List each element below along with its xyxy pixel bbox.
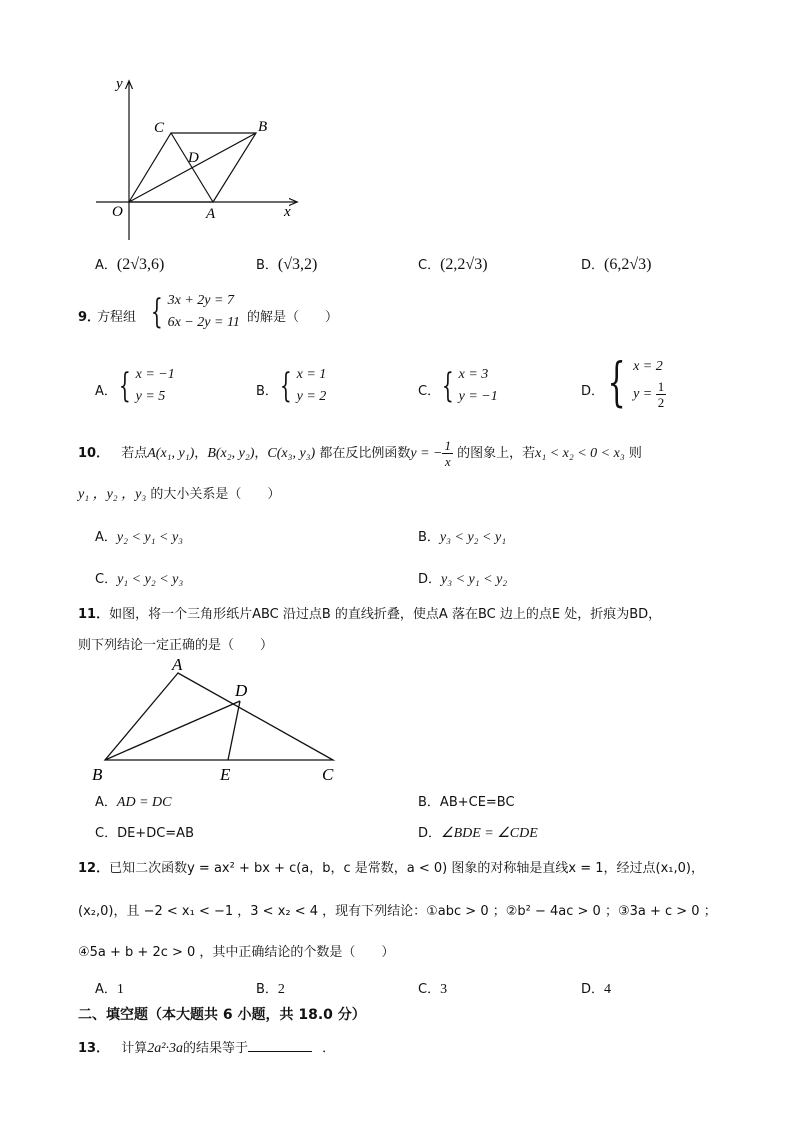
q11-line1: 11．如图，将一个三角形纸片ABC 沿过点B 的直线折叠，使点A 落在BC 边上的点E 处，折痕为BD，	[78, 607, 662, 622]
q11-option-c[interactable]: C．DE+DC=AB	[95, 826, 194, 841]
q10-option-b[interactable]: B．y₃ < y₂ < y₁	[418, 530, 507, 545]
q9-option-a[interactable]: { x = −1 y = 5	[118, 366, 175, 406]
segment-de	[228, 701, 240, 760]
q12-line1: 12．已知二次函数y = ax² + bx + c(a，b，c 是常数，a < 0) 图象的对称轴是直线x = 1，经过点(x₁,0)，	[78, 861, 704, 876]
q9-number: 9．	[78, 310, 101, 325]
q9-option-c-label[interactable]: C．	[418, 384, 441, 399]
q9-suffix: 的解是（ ）	[247, 310, 339, 325]
q8-option-a[interactable]: A．(2√3,6)	[95, 256, 165, 273]
q12-option-b[interactable]: B．2	[256, 982, 285, 997]
triangle-abc	[105, 673, 333, 760]
q12-line2: (x₂,0)，且 −2 < x₁ < −1 ，3 < x₂ < 4 ，现有下列结论：①abc > 0 ；②b² − 4ac > 0 ；③3a + c > 0 ；	[78, 904, 717, 919]
q11-option-b[interactable]: B．AB+CE=BC	[418, 795, 515, 810]
q8-option-c[interactable]: C．(2,2√3)	[418, 256, 488, 273]
q12-line3: ④5a + b + 2c > 0 ，其中正确结论的个数是（ ）	[78, 945, 395, 960]
q9-option-a-label[interactable]: A．	[95, 384, 117, 399]
q9-option-b-label[interactable]: B．	[256, 384, 278, 399]
q11-option-d[interactable]: D．∠BDE = ∠CDE	[418, 826, 538, 841]
q10-option-a[interactable]: A．y₂ < y₁ < y₃	[95, 530, 184, 545]
q8-option-b[interactable]: B．(√3,2)	[256, 256, 318, 273]
q11-option-a[interactable]: A．AD = DC	[95, 795, 172, 810]
q10-option-d[interactable]: D．y₃ < y₁ < y₂	[418, 572, 508, 587]
answer-blank[interactable]	[248, 1039, 312, 1052]
q10-line1: 10． 若点A(x₁, y₁)，B(x₂, y₂)，C(x₃, y₃) 都在反比例函数y = − $\frac{1}{x}$ 的图象上，若x₁ < x₂ < 0 < x₃ 则	[78, 438, 642, 469]
q8-option-d[interactable]: D．(6,2√3)	[581, 256, 652, 273]
q12-option-d[interactable]: D．4	[581, 982, 612, 997]
label-b: B	[92, 765, 103, 784]
label-x: x	[284, 204, 291, 220]
q9-equation-system: { 3x + 2y = 7 6x − 2y = 11	[150, 292, 240, 332]
label-e: E	[220, 765, 231, 784]
q9-prefix: 方程组	[97, 310, 137, 325]
q9-option-b[interactable]: { x = 1 y = 2	[279, 366, 327, 406]
q11-line2: 则下列结论一定正确的是（ ）	[78, 638, 274, 653]
label-o: O	[112, 204, 123, 220]
label-d: D	[235, 681, 248, 700]
label-d: D	[188, 150, 199, 166]
diagonal-ca	[171, 133, 213, 202]
q9-option-d[interactable]: { x = 2 y = $\frac{1}{2}$	[607, 352, 665, 413]
triangle-figure	[88, 654, 348, 790]
q13-line: 13． 计算2a²·3a的结果等于 ．	[78, 1041, 336, 1056]
q12-option-a[interactable]: A．1	[95, 982, 124, 997]
label-a: A	[206, 206, 216, 222]
label-y: y	[116, 76, 123, 92]
label-a: A	[172, 655, 183, 674]
q10-line2: y₁ ，y₂ ，y₃ 的大小关系是（ ）	[78, 487, 281, 502]
q9-option-d-label[interactable]: D．	[581, 384, 605, 399]
q10-option-c[interactable]: C．y₁ < y₂ < y₃	[95, 572, 184, 587]
coordinate-figure	[96, 70, 316, 250]
label-c: C	[322, 765, 334, 784]
q9-option-c[interactable]: { x = 3 y = −1	[441, 366, 498, 406]
q12-option-c[interactable]: C．3	[418, 982, 448, 997]
section-title: 二、填空题（本大题共 6 小题，共 18.0 分）	[78, 1007, 366, 1023]
fold-line-bd	[105, 701, 240, 760]
label-c: C	[154, 120, 165, 136]
label-b: B	[258, 119, 268, 135]
